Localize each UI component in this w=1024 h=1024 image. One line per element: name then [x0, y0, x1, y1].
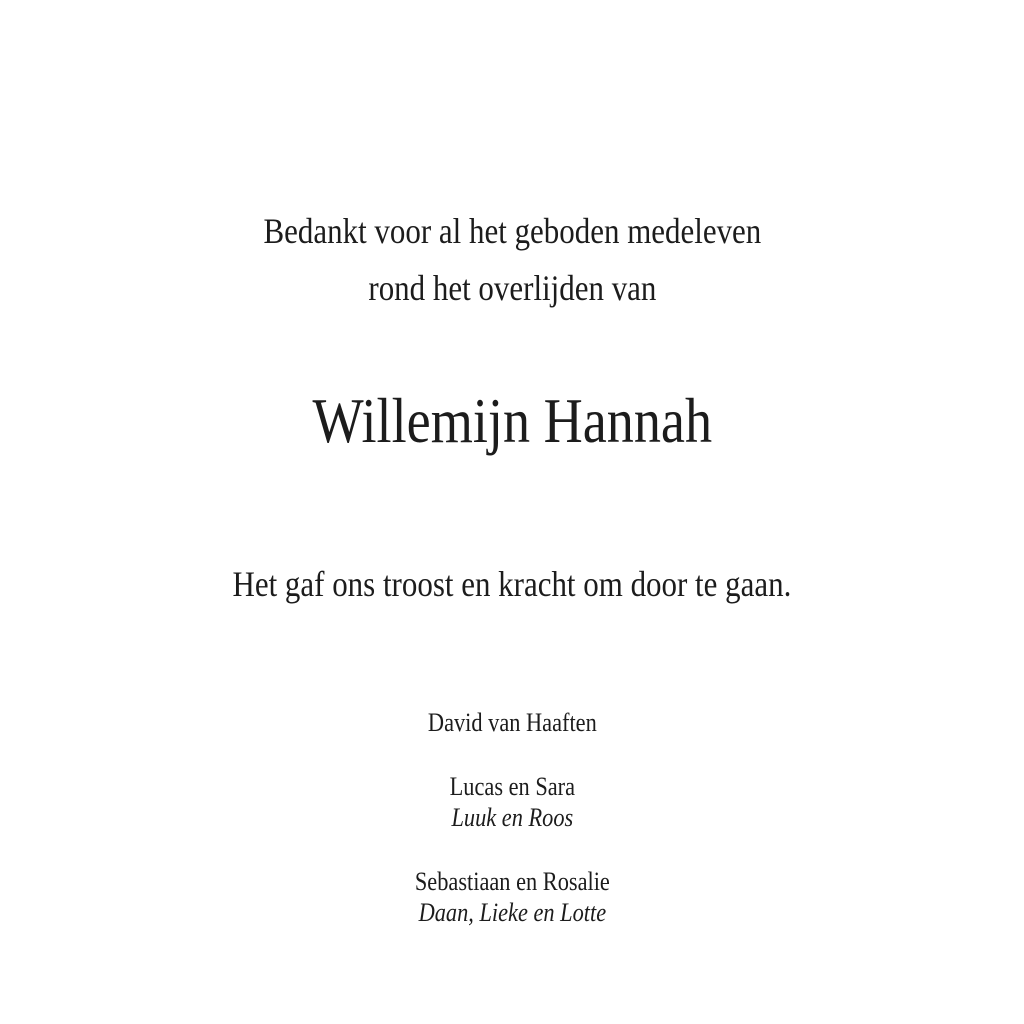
signatory-line: Sebastiaan en Rosalie: [414, 867, 610, 896]
intro-line-1: Bedankt voor al het geboden medeleven: [263, 211, 761, 251]
signatory-group-2: [399, 771, 626, 833]
signatory-line: David van Haaften: [427, 708, 597, 737]
signatory-line: Lucas en Sara: [449, 772, 575, 801]
comfort-line: Het gaf ons troost en kracht om door te gaan.: [232, 564, 792, 604]
signatory-line-grandchildren: Luuk en Roos: [451, 803, 573, 832]
signatory-group-1: [399, 707, 626, 738]
signatories: [399, 707, 626, 928]
deceased-name: Willemijn Hannah: [312, 386, 712, 456]
signatory-group-3: [399, 866, 626, 928]
intro-line-2: rond het overlijden van: [367, 268, 656, 308]
signatory-line-grandchildren: Daan, Lieke en Lotte: [418, 898, 606, 927]
intro-text: [223, 203, 802, 317]
